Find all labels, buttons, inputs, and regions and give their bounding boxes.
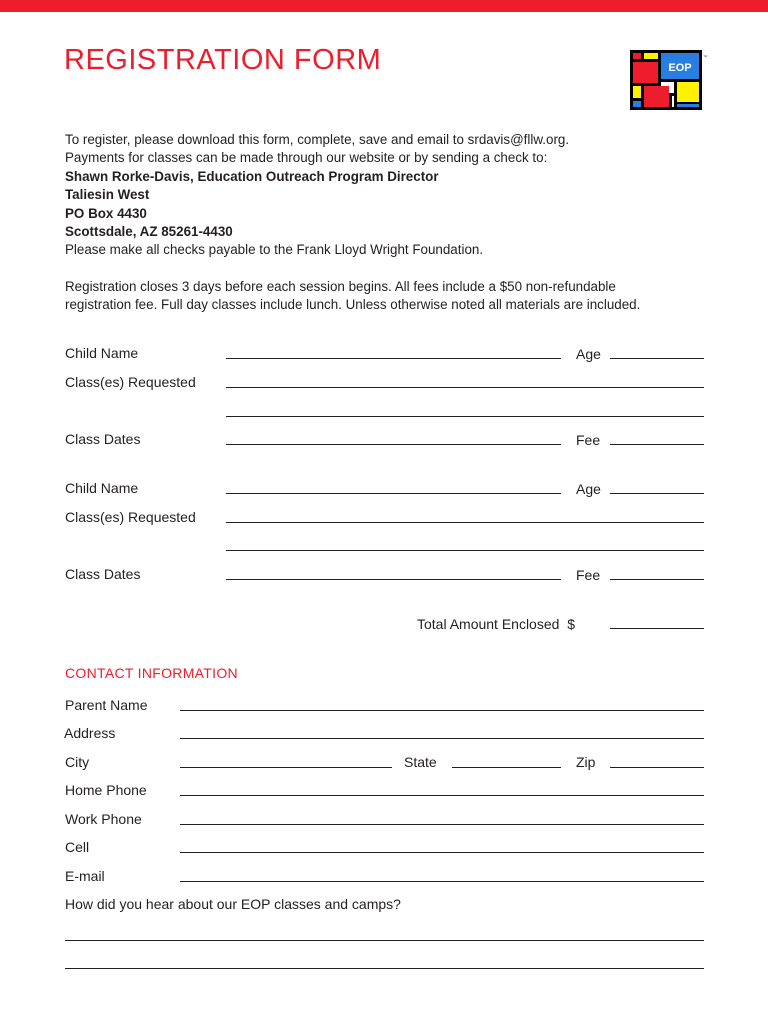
class-dates-field-2[interactable] (226, 579, 561, 580)
top-accent-bar (0, 0, 768, 12)
child-name-field-2[interactable] (226, 493, 561, 494)
intro-line-checks: Please make all checks payable to the Frank Lloyd Wright Foundation. (65, 242, 484, 258)
home-phone-field[interactable] (180, 795, 704, 796)
age-field[interactable] (610, 358, 704, 359)
zip-field[interactable] (610, 767, 704, 768)
fee-label-2: Fee (576, 567, 601, 583)
fee-label: Fee (576, 432, 601, 448)
how-heard-field[interactable] (65, 940, 704, 941)
work-phone-field[interactable] (180, 824, 704, 825)
classes-requested-label: Class(es) Requested (65, 374, 196, 390)
class-dates-field[interactable] (226, 444, 561, 445)
age-label-2: Age (576, 481, 601, 497)
email-label: E-mail (65, 868, 105, 884)
child-name-label-2: Child Name (65, 480, 139, 496)
classes-requested-label-2: Class(es) Requested (65, 509, 196, 525)
page-title: REGISTRATION FORM (64, 44, 382, 76)
how-heard-label: How did you hear about our EOP classes and camps? (65, 896, 401, 912)
home-phone-label: Home Phone (65, 782, 147, 798)
address-field[interactable] (180, 738, 704, 739)
address-po-box: PO Box 4430 (65, 205, 147, 221)
intro-text (65, 131, 715, 315)
zip-label: Zip (576, 754, 596, 770)
registration-note-line-2: registration fee. Full day classes include lunch. Unless otherwise noted all materials are included. (65, 297, 641, 313)
classes-requested-field-4[interactable] (226, 550, 704, 551)
child-name-label: Child Name (65, 345, 139, 361)
logo-trademark: ™ (703, 54, 707, 59)
fee-field-2[interactable] (610, 579, 704, 580)
child-name-field[interactable] (226, 358, 561, 359)
classes-requested-field[interactable] (226, 387, 704, 388)
email-field[interactable] (180, 881, 704, 882)
address-label: Address (64, 725, 116, 741)
contact-section-heading: CONTACT INFORMATION (65, 665, 238, 681)
class-dates-label: Class Dates (65, 431, 141, 447)
address-org: Taliesin West (65, 187, 150, 203)
city-field[interactable] (180, 767, 392, 768)
address-name: Shawn Rorke-Davis, Education Outreach Program Director (65, 168, 439, 184)
class-dates-label-2: Class Dates (65, 566, 141, 582)
age-label: Age (576, 346, 601, 362)
parent-name-label: Parent Name (65, 697, 148, 713)
total-amount-field[interactable] (610, 628, 704, 629)
city-label: City (65, 754, 90, 770)
classes-requested-field-3[interactable] (226, 522, 704, 523)
state-field[interactable] (452, 767, 561, 768)
address-city: Scottsdale, AZ 85261-4430 (65, 224, 233, 240)
eop-logo (630, 50, 706, 110)
state-label: State (404, 754, 437, 770)
logo-text: EOP (668, 62, 692, 74)
how-heard-field-2[interactable] (65, 968, 704, 969)
parent-name-field[interactable] (180, 710, 704, 711)
total-amount-label: Total Amount Enclosed $ (417, 616, 575, 632)
work-phone-label: Work Phone (65, 811, 142, 827)
intro-line-payment: Payments for classes can be made through our website or by sending a check to: (65, 150, 548, 166)
fee-field[interactable] (610, 444, 704, 445)
classes-requested-field-2[interactable] (226, 416, 704, 417)
age-field-2[interactable] (610, 493, 704, 494)
cell-label: Cell (65, 839, 90, 855)
cell-field[interactable] (180, 852, 704, 853)
registration-note-line-1: Registration closes 3 days before each session begins. All fees include a $50 non-refundable (65, 278, 616, 294)
intro-line-email: To register, please download this form, complete, save and email to srdavis@fllw.org. (65, 132, 570, 147)
currency-symbol: $ (567, 616, 575, 632)
